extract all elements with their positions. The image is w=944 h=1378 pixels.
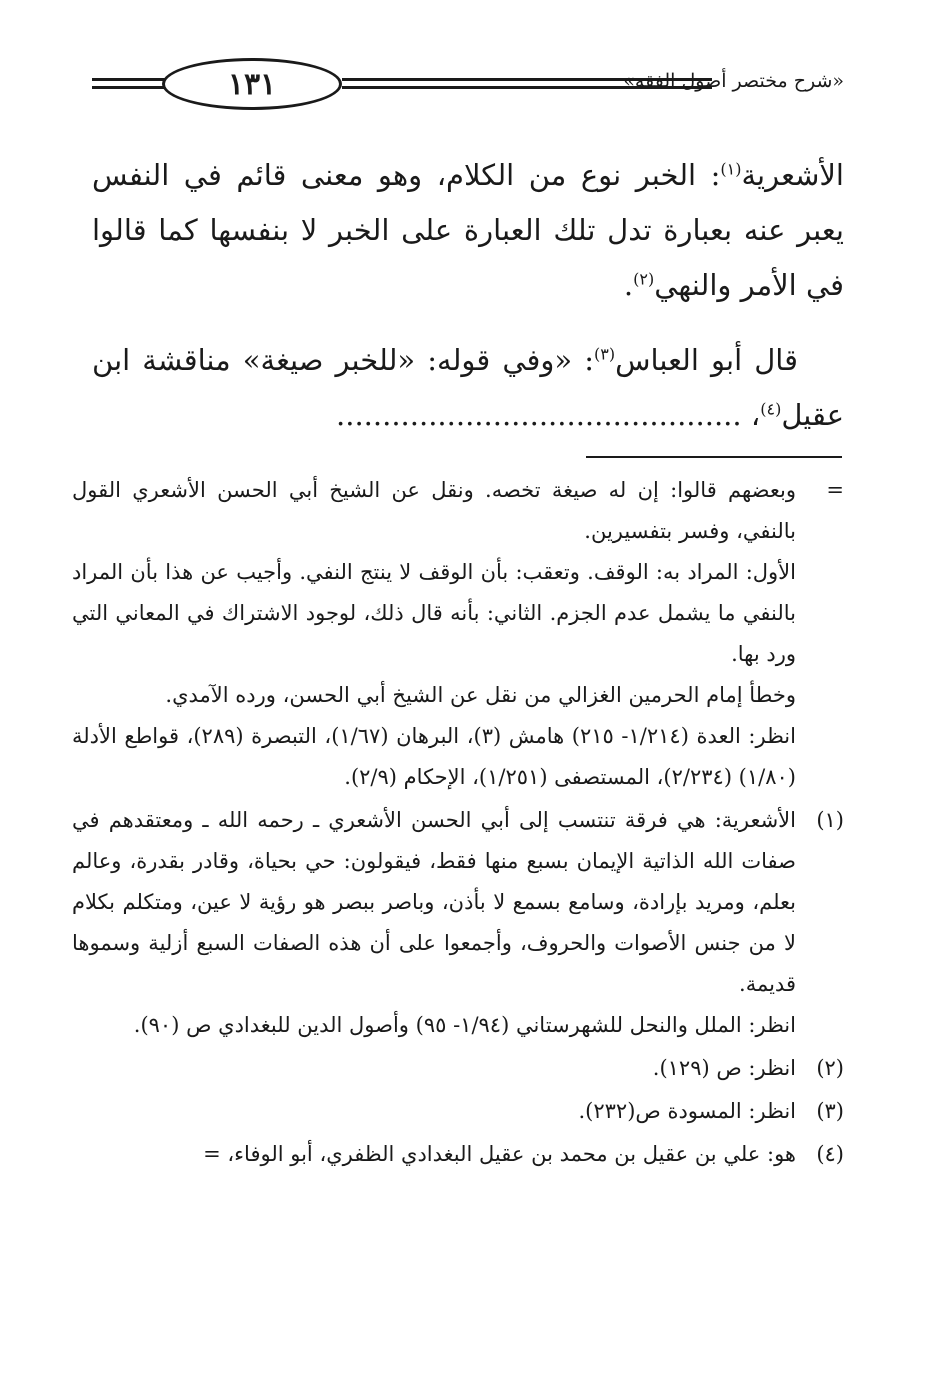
text-run: الأشعرية — [741, 158, 844, 192]
footnote-4 — [72, 1134, 844, 1175]
page-number-badge — [162, 58, 342, 110]
page-header — [92, 50, 844, 120]
page-number: ١٣١ — [227, 66, 277, 102]
footnote-paragraph: الأول: المراد به: الوقف. وتعقب: بأن الوقف لا ينتج النفي. وأجيب عن هذا بأن المراد بالنفي ما يشمل عدم الجزم. الثاني: بأنه قال ذلك، لوجود الاشتراك في المعاني التي ورد بها. — [72, 560, 796, 666]
footnote-mark: (٣) — [816, 1099, 844, 1123]
footnote-paragraph: وخطأ إمام الحرمين الغزالي من نقل عن الشيخ أبي الحسن، ورده الآمدي. — [165, 683, 796, 707]
footnote-body: انظر: المسودة ص(٢٣٢). — [578, 1099, 796, 1123]
ellipsis-dots: ............................................ — [336, 398, 742, 432]
footnote-separator — [586, 456, 842, 458]
main-text — [92, 148, 844, 443]
footnote-body — [72, 470, 796, 798]
footnote-ref: (٢) — [633, 269, 655, 289]
footnote-mark: = — [826, 478, 844, 502]
footnote-body: هو: علي بن عقيل بن محمد بن عقيل البغدادي الظفري، أبو الوفاء، = — [203, 1142, 796, 1166]
main-paragraph — [92, 333, 844, 443]
footnote-mark: (١) — [816, 808, 844, 832]
footnote-3 — [72, 1091, 844, 1132]
footnote-paragraph: الأشعرية: هي فرقة تنتسب إلى أبي الحسن الأشعري ـ رحمه الله ـ ومعتقدهم في صفات الله الذاتية الإيمان بسبع منها فقط، فيقولون: حي بحياة، وقادر بقدرة، وعالم بعلم، ومريد بإرادة، وسامع بسمع لا بأذن، وباصر ببصر هو رؤية لا عين، ومتكلم بكلام لا من جنس الأصوات والحروف، وأجمعوا على أن هذه الصفات السبع أزلية وسموها قديمة. — [72, 808, 796, 996]
text-run: ، — [750, 398, 761, 432]
footnote-2 — [72, 1048, 844, 1089]
footnote-paragraph: انظر: العدة (١/٢١٤- ٢١٥) هامش (٣)، البرهان (١/٦٧)، التبصرة (٢٨٩)، قواطع الأدلة (١/٨٠) (٢/٢٣٤)، المستصفى (١/٢٥١)، الإحكام (٢/٩). — [72, 724, 796, 789]
header-rule — [92, 86, 166, 89]
main-paragraph — [92, 148, 844, 313]
footnote-mark: (٢) — [816, 1056, 844, 1080]
text-run: : «وفي قوله: «للخبر صيغة» مناقشة ابن عقيل — [92, 343, 844, 432]
footnote-body: انظر: ص (١٢٩). — [652, 1056, 796, 1080]
footnote-1 — [72, 800, 844, 1046]
text-run: قال أبو العباس — [615, 343, 798, 377]
footnote-continuation — [72, 470, 844, 798]
footnote-mark: (٤) — [816, 1142, 844, 1166]
footnote-ref: (١) — [720, 159, 742, 179]
footnote-ref: (٣) — [593, 344, 616, 364]
footnote-paragraph: انظر: الملل والنحل للشهرستاني (١/٩٤- ٩٥) وأصول الدين للبغدادي ص (٩٠). — [133, 1013, 796, 1037]
text-run: . — [623, 268, 634, 302]
text-run: : الخبر نوع من الكلام، وهو معنى قائم في النفس يعبر عنه بعبارة تدل تلك العبارة على الخبر لا بنفسها كما قالوا في الأمر والنهي — [92, 158, 844, 302]
footnote-ref: (٤) — [760, 399, 782, 419]
footnote-paragraph: وبعضهم قالوا: إن له صيغة تخصه. ونقل عن الشيخ أبي الحسن الأشعري القول بالنفي، وفسر بتفسيرين. — [72, 478, 796, 543]
footnotes — [72, 470, 844, 1177]
footnote-body — [72, 800, 796, 1046]
header-rule — [92, 78, 166, 81]
running-title: «شرح مختصر أصول الفقه» — [623, 70, 844, 92]
